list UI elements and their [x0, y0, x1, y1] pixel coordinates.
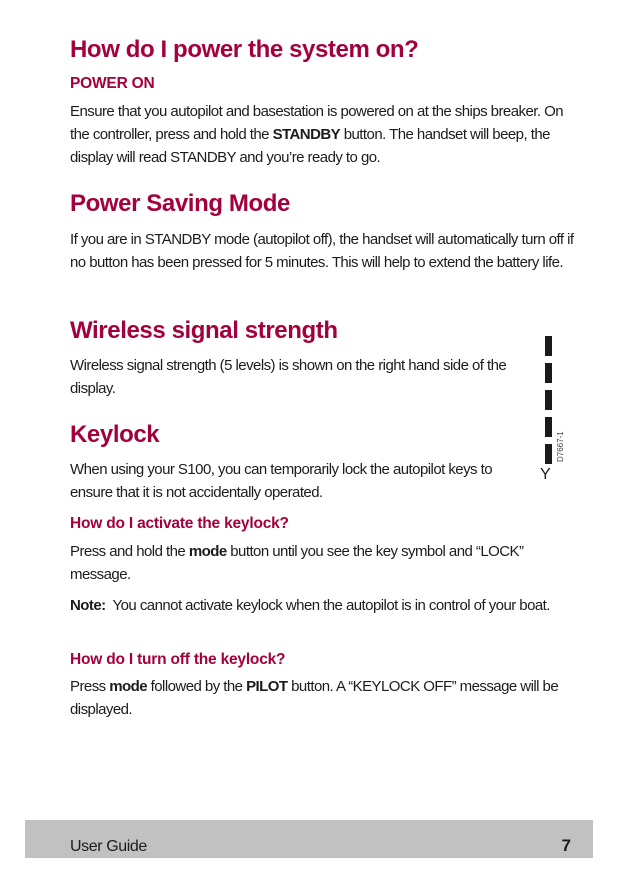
paragraph-turn-off-keylock: [70, 675, 580, 721]
text: Ensure that you autopilot and basestation is powered on at the ships breaker. On the controller, press and hold the: [70, 103, 564, 143]
signal-bar: [545, 417, 552, 437]
page-number: 7: [561, 836, 571, 855]
paragraph-keylock: When using your S100, you can temporarily lock the autopilot keys to ensure that it is not accidentally operated.: [70, 461, 493, 501]
paragraph-wireless: Wireless signal strength (5 levels) is shown on the right hand side of the display.: [70, 357, 507, 397]
mode-keyword: mode: [188, 543, 227, 560]
text: button. A “KEYLOCK OFF” message will be displayed.: [70, 678, 559, 718]
footer-label: User Guide: [70, 838, 147, 855]
signal-bar: [545, 363, 552, 383]
note: [70, 594, 580, 617]
paragraph-power-on: [70, 100, 580, 169]
subheading-turn-off-keylock: How do I turn off the keylock?: [70, 651, 286, 668]
antenna-icon: Y: [540, 466, 551, 483]
heading-power-saving: Power Saving Mode: [70, 190, 290, 217]
paragraph-activate-keylock: [70, 540, 580, 586]
signal-bar: [545, 444, 552, 464]
signal-bar: [545, 336, 552, 356]
heading-keylock: Keylock: [70, 421, 160, 448]
text: Press and hold the: [70, 543, 189, 560]
heading-power-on: How do I power the system on?: [70, 36, 419, 63]
page-footer: [25, 820, 593, 858]
signal-strength-icon: [545, 336, 553, 471]
subheading-power-on: POWER ON: [70, 75, 155, 92]
signal-bar: [545, 390, 552, 410]
note-label: Note:: [70, 597, 106, 614]
text: Press: [70, 678, 110, 695]
pilot-keyword: PILOT: [246, 678, 288, 695]
figure-code: D7667-1: [556, 431, 565, 462]
mode-keyword: mode: [109, 678, 148, 695]
text: followed by the: [147, 678, 247, 695]
heading-wireless: Wireless signal strength: [70, 317, 338, 344]
text: button. The handset will beep, the display will read STANDBY and you’re ready to go.: [70, 126, 550, 166]
standby-keyword: STANDBY: [272, 126, 341, 143]
paragraph-power-saving: If you are in STANDBY mode (autopilot off), the handset will automatically turn off if no button has been pressed for 5 minutes. This will help to extend the battery life.: [70, 231, 574, 271]
note-text: You cannot activate keylock when the autopilot is in control of your boat.: [105, 597, 550, 614]
subheading-activate-keylock: How do I activate the keylock?: [70, 515, 289, 532]
text: button until you see the key symbol and “LOCK” message.: [70, 543, 524, 583]
